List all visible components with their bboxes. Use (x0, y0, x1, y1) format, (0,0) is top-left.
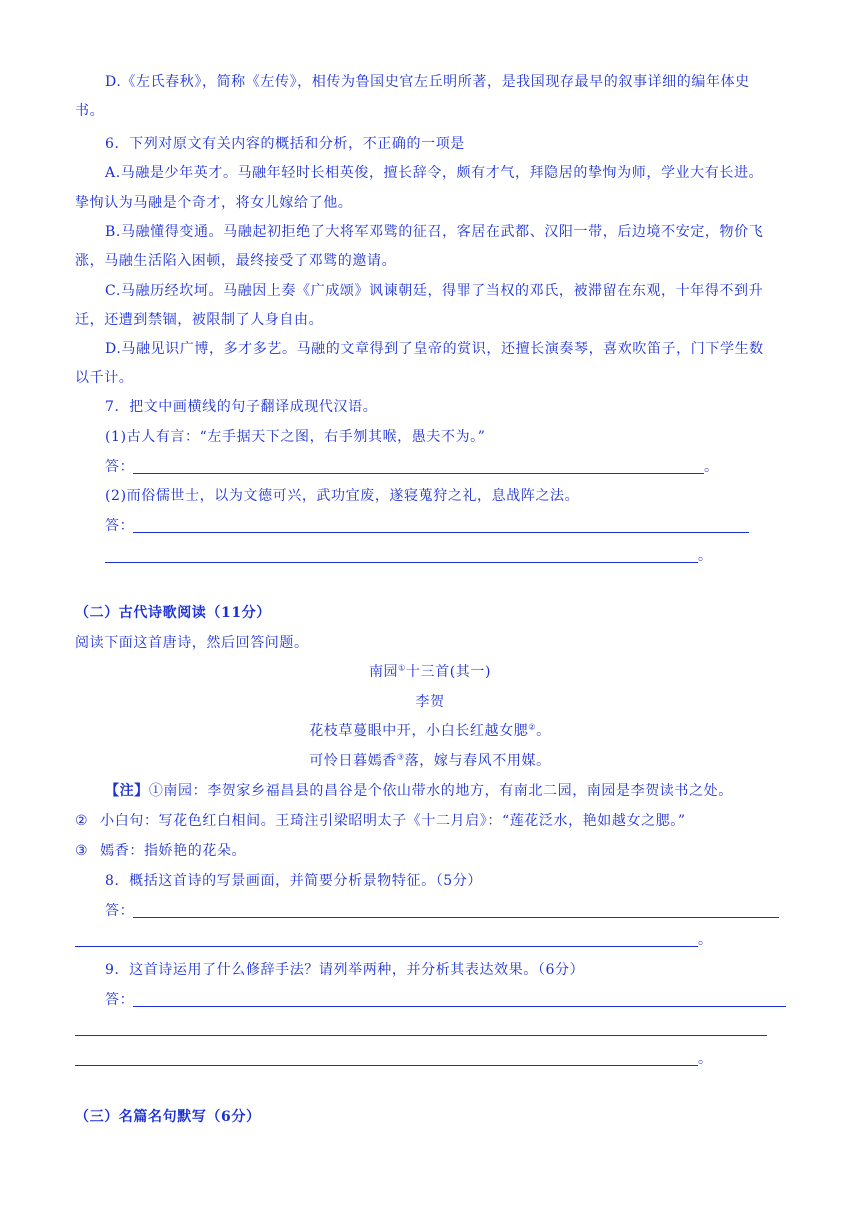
question-8: 8．概括这首诗的写景画面，并简要分析景物特征。（5分） (105, 873, 483, 889)
poem-line-1 (0, 721, 860, 741)
q7-1-period: 。 (704, 459, 718, 475)
note-1 (105, 781, 733, 801)
q6-option-c-line-1: C.马融历经坎坷。马融因上奏《广成颂》讽谏朝廷，得罪了当权的邓氏，被滞留在东观，十年得不到升 (105, 283, 764, 299)
poem-author: 李贺 (415, 694, 445, 710)
q9-period: 。 (698, 1051, 712, 1067)
note-2-text: 小白句：写花色红白相间。王琦注引梁昭明太子《十二月启》：“莲花泛水，艳如越女之腮。” (100, 813, 686, 829)
poem-line-2-text-b: 落，嫁与春风不用媒。 (404, 753, 551, 769)
q7-2-answer-line-1[interactable] (133, 532, 749, 533)
poem-title-text: 南园 (368, 664, 399, 680)
note-1-text: ①南园：李贺家乡福昌县的昌谷是个依山带水的地方，有南北二园，南园是李贺读书之处。 (148, 783, 733, 799)
note-3 (75, 841, 246, 861)
q7-sentence-2: (2)而俗儒世士，以为文德可兴，武功宜废，遂寝蒐狩之礼，息战阵之法。 (105, 488, 580, 504)
q8-answer-label: 答： (105, 903, 135, 919)
poem-line-2-note-mark: ③ (396, 752, 405, 762)
q8-answer-line-1[interactable] (133, 917, 779, 918)
note-3-text: 嫣香：指娇艳的花朵。 (100, 843, 247, 859)
section-2-intro: 阅读下面这首唐诗，然后回答问题。 (75, 635, 309, 651)
q7-1-answer-label: 答： (105, 459, 135, 475)
section-2-heading: （二）古代诗歌阅读（11分） (75, 605, 271, 621)
q6-option-a-line-1: A.马融是少年英才。马融年轻时长相英俊，擅长辞令，颇有才气，拜隐居的挚恂为师，学业大有长进。 (105, 165, 764, 181)
poem-line-2 (0, 751, 860, 771)
option-d-line-1: D.《左氏春秋》，简称《左传》，相传为鲁国史官左丘明所著，是我国现存最早的叙事详细的编年体史 (105, 74, 750, 90)
note-2-number: ② (75, 813, 89, 829)
poem-title (0, 662, 860, 682)
section-3-heading: （三）名篇名句默写（6分） (75, 1109, 261, 1125)
poem-line-1-end: 。 (536, 723, 551, 739)
q9-answer-line-2[interactable] (75, 1035, 767, 1036)
q8-answer-line-2[interactable] (75, 946, 698, 947)
poem-line-2-text-a: 可怜日暮嫣香 (309, 753, 397, 769)
q9-answer-line-3[interactable] (75, 1065, 698, 1066)
question-6: 6．下列对原文有关内容的概括和分析，不正确的一项是 (105, 136, 465, 152)
poem-title-rest: 十三首(其一) (405, 664, 492, 680)
option-d-line-2: 书。 (75, 103, 105, 119)
q6-option-b-line-2: 涨，马融生活陷入困顿，最终接受了邓骘的邀请。 (75, 253, 397, 269)
poem-line-1-note-mark: ② (528, 722, 537, 732)
q9-answer-line-1[interactable] (133, 1006, 786, 1007)
question-7: 7．把文中画横线的句子翻译成现代汉语。 (105, 399, 378, 415)
note-label: 【注】 (105, 783, 149, 799)
q6-option-d-line-2: 以千计。 (75, 370, 134, 386)
q7-2-period: 。 (698, 548, 712, 564)
q7-2-answer-line-2[interactable] (105, 562, 698, 563)
poem-title-note-mark: ① (398, 663, 406, 673)
q7-sentence-1: (1)古人有言：“左手据天下之图，右手刎其喉，愚夫不为。” (105, 429, 486, 445)
note-2 (75, 811, 686, 831)
question-9: 9．这首诗运用了什么修辞手法？请列举两种，并分析其表达效果。（6分） (105, 962, 585, 978)
note-3-number: ③ (75, 843, 89, 859)
q6-option-d-line-1: D.马融见识广博，多才多艺。马融的文章得到了皇帝的赏识，还擅长演奏琴，喜欢吹笛子，门下学生数 (105, 341, 764, 357)
q9-answer-label: 答： (105, 992, 135, 1008)
q8-period: 。 (698, 932, 712, 948)
q6-option-a-line-2: 挚恂认为马融是个奇才，将女儿嫁给了他。 (75, 195, 353, 211)
q7-1-answer-line[interactable] (133, 473, 704, 474)
q6-option-c-line-2: 迁，还遭到禁锢，被限制了人身自由。 (75, 312, 324, 328)
poem-line-1-text: 花枝草蔓眼中开，小白长红越女腮 (309, 723, 529, 739)
q7-2-answer-label: 答： (105, 518, 135, 534)
q6-option-b-line-1: B.马融懂得变通。马融起初拒绝了大将军邓骘的征召，客居在武都、汉阳一带，后边境不安定，物价飞 (105, 224, 764, 240)
